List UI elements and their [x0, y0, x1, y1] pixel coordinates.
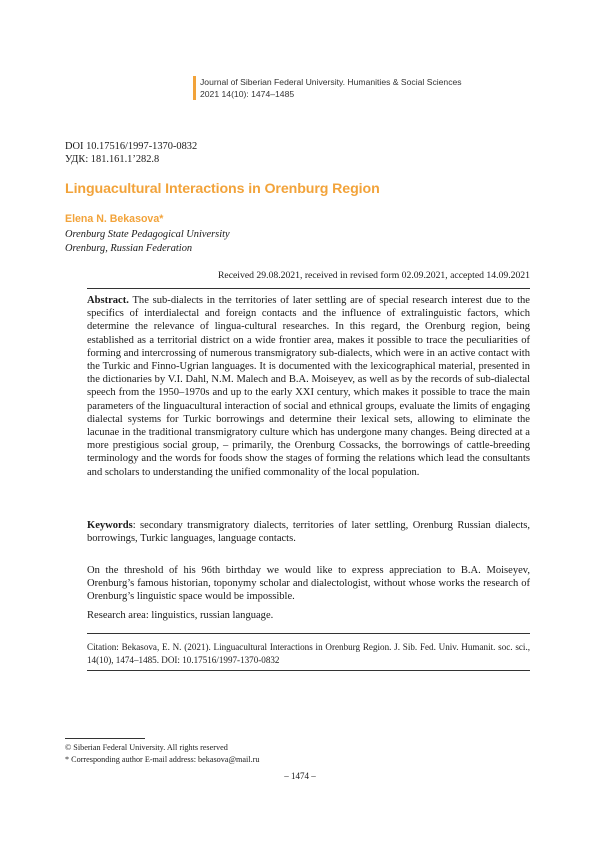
abstract-label: Abstract. — [87, 295, 129, 306]
affiliation-location: Orenburg, Russian Federation — [65, 242, 193, 254]
journal-issue: 2021 14(10): 1474–1485 — [200, 89, 295, 99]
affiliation — [65, 228, 230, 255]
paper-title: Linguacultural Interactions in Orenburg Region — [65, 181, 380, 197]
affiliation-institution: Orenburg State Pedagogical University — [65, 229, 230, 240]
citation-top-divider — [87, 633, 530, 634]
journal-header — [193, 76, 462, 100]
abstract — [87, 294, 530, 479]
page-number: – 1474 – — [284, 771, 316, 781]
keywords-text: : secondary transmigratory dialects, territories of later settling, Orenburg Russian dialects, borrowings, Turkic languages, language contacts. — [87, 520, 530, 545]
footnotes — [65, 742, 259, 765]
corresponding-author-note: * Corresponding author E-mail address: bekasova@mail.ru — [65, 754, 260, 764]
keywords — [87, 519, 530, 545]
copyright-note: © Siberian Federal University. All rights reserved — [65, 743, 228, 752]
author-name: Elena N. Bekasova* — [65, 213, 164, 225]
udk: УДК: 181.161.1’282.8 — [65, 154, 160, 165]
received-dates: Received 29.08.2021, received in revised form 02.09.2021, accepted 14.09.2021 — [217, 270, 530, 281]
top-divider — [87, 288, 530, 289]
dedication: On the threshold of his 96th birthday we would like to express appreciation to B.A. Moiseyev, Orenburg’s famous historian, toponymy scholar and dialectologist, without whose works the research of Orenburg’s linguistic space would be impossible. — [87, 565, 530, 603]
research-area: Research area: linguistics, russian language. — [87, 610, 274, 621]
footnote-divider — [65, 738, 145, 739]
citation-bottom-divider — [87, 670, 530, 671]
citation: Citation: Bekasova, E. N. (2021). Linguacultural Interactions in Orenburg Region. J. Sib. Fed. Univ. Humanit. soc. sci., 14(10), 1474–1485. DOI: 10.17516/1997-1370-0832 — [87, 642, 530, 665]
journal-name: Journal of Siberian Federal University. Humanities & Social Sciences — [200, 77, 462, 87]
keywords-label: Keywords — [87, 520, 133, 531]
doi: DOI 10.17516/1997-1370-0832 — [65, 141, 198, 152]
identifiers — [65, 140, 197, 166]
abstract-text: The sub-dialects in the territories of later settling are of special research interest due to the specifics of interdialectal and foreign contacts and the influence of extralinguistic factors, which determine the relevance of lingua-cultural researches. In this regard, the Orenburg region, being established as a territorial district on a wide frontier area, makes it possible to trace the peculiarities of forming and intercrossing of numerous transmigratory sub-dialects, which were in an active contact with the Turkic and Finno-Ugrian languages. It is documented with the lexicographical material, presented in the dictionaries by V.I. Dahl, N.M. Malech and B.A. Moiseyev, as well as by the records of sub-dialectal speech from the 1950–1970s and up to the early XXI century, which makes it possible to trace the main parameters of the linguacultural interaction of social and ethnical groups, evaluate the limits of engaging dialectal systems for Turkic borrowings and determine their lexical sets, allowing to eliminate the lacunae in the traditional transmigratory culture which has undergone many changes. Being directed at a more prestigious social group, – primarily, the Orenburg Cossacks, the borrowings of cattle-breeding terminology and the words for foods show the stages of forming the relations which lead the consultants and scholars to understanding the unified commonality of the local population. — [87, 295, 530, 478]
